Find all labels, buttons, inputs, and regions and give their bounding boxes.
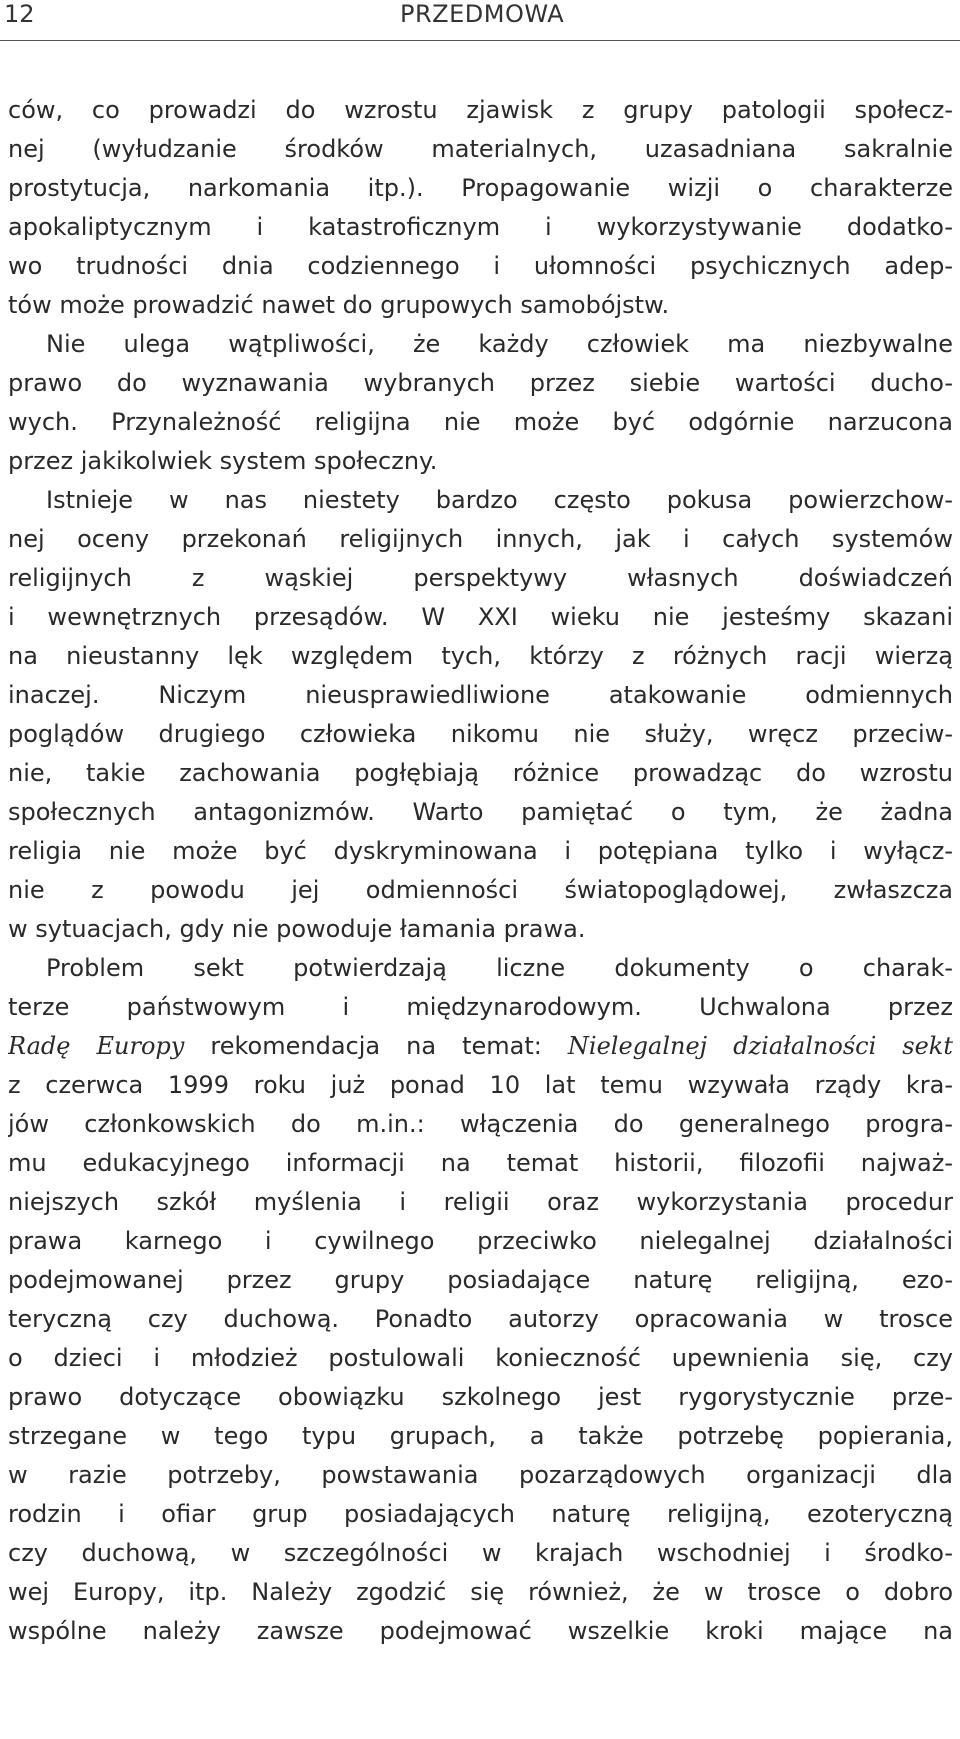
page-header xyxy=(0,0,960,30)
text-line: prawa karnego i cywilnego przeciwko nielegalnej działalności xyxy=(8,1227,953,1255)
text-line: nie, takie zachowania pogłębiają różnice prowadząc do wzrostu xyxy=(8,759,953,787)
text-line: Istnieje w nas niestety bardzo często pokusa powierzchow- xyxy=(46,486,953,514)
text-line: prostytucja, narkomania itp.). Propagowanie wizji o charakterze xyxy=(8,174,953,202)
text-line: Nie ulega wątpliwości, że każdy człowiek ma niezbywalne xyxy=(46,330,953,358)
text-line: inaczej. Niczym nieusprawiedliwione atakowanie odmiennych xyxy=(8,681,953,709)
text-line: przez jakikolwiek system społeczny. xyxy=(8,447,438,475)
text-line: prawo do wyznawania wybranych przez siebie wartości ducho- xyxy=(8,369,953,397)
text-line: religia nie może być dyskryminowana i potępiana tylko i wyłącz- xyxy=(8,837,953,865)
text-line: rodzin i ofiar grup posiadających naturę religijną, ezoteryczną xyxy=(8,1500,953,1528)
text-line: wej Europy, itp. Należy zgodzić się również, że w trosce o dobro xyxy=(8,1578,953,1606)
text-line: wspólne należy zawsze podejmować wszelkie kroki mające na xyxy=(8,1617,953,1645)
text-line: prawo dotyczące obowiązku szkolnego jest rygorystycznie prze- xyxy=(8,1383,953,1411)
text-line: niejszych szkół myślenia i religii oraz wykorzystania procedur xyxy=(8,1188,953,1216)
text-line: wo trudności dnia codziennego i ułomności psychicznych adep- xyxy=(8,252,953,280)
text-fragment: rekomendacja na temat: xyxy=(184,1032,568,1060)
text-line: ców, co prowadzi do wzrostu zjawisk z grupy patologii społecz- xyxy=(8,96,953,124)
body-text xyxy=(8,91,953,1651)
text-line: w razie potrzeby, powstawania pozarządowych organizacji dla xyxy=(8,1461,953,1489)
text-line: wych. Przynależność religijna nie może być odgórnie narzucona xyxy=(8,408,953,436)
page-number: 12 xyxy=(4,0,35,28)
text-line: terze państwowym i międzynarodowym. Uchwalona przez xyxy=(8,993,953,1021)
text-line: o dzieci i młodzież postulowali konieczność upewnienia się, czy xyxy=(8,1344,953,1372)
text-line: czy duchową, w szczególności w krajach wschodniej i środko- xyxy=(8,1539,953,1567)
text-line: nej (wyłudzanie środków materialnych, uzasadniana sakralnie xyxy=(8,135,953,163)
text-line: nej oceny przekonań religijnych innych, jak i całych systemów xyxy=(8,525,953,553)
text-line: mu edukacyjnego informacji na temat historii, filozofii najważ- xyxy=(8,1149,953,1177)
text-line: w sytuacjach, gdy nie powoduje łamania prawa. xyxy=(8,915,586,943)
text-line: podejmowanej przez grupy posiadające naturę religijną, ezo- xyxy=(8,1266,953,1294)
text-line: strzegane w tego typu grupach, a także potrzebę popierania, xyxy=(8,1422,953,1450)
text-line: społecznych antagonizmów. Warto pamiętać o tym, że żadna xyxy=(8,798,953,826)
text-line: apokaliptycznym i katastroficznym i wykorzystywanie dodatko- xyxy=(8,213,953,241)
text-line-with-italics xyxy=(8,1027,953,1066)
running-head: PRZEDMOWA xyxy=(400,0,565,28)
header-rule xyxy=(0,40,960,41)
text-line: z czerwca 1999 roku już ponad 10 lat temu wzywała rządy kra- xyxy=(8,1071,953,1099)
italic-title-rada-europy: Radę Europy xyxy=(8,1032,185,1060)
text-line: na nieustanny lęk względem tych, którzy z różnych racji wierzą xyxy=(8,642,953,670)
text-line: Problem sekt potwierdzają liczne dokumenty o charak- xyxy=(46,954,953,982)
text-line: jów członkowskich do m.in.: włączenia do generalnego progra- xyxy=(8,1110,953,1138)
text-line: religijnych z wąskiej perspektywy własnych doświadczeń xyxy=(8,564,953,592)
text-line: tów może prowadzić nawet do grupowych samobójstw. xyxy=(8,291,670,319)
italic-title-document: Nielegalnej działalności sekt xyxy=(567,1032,953,1060)
text-line: i wewnętrznych przesądów. W XXI wieku nie jesteśmy skazani xyxy=(8,603,953,631)
text-line: poglądów drugiego człowieka nikomu nie służy, wręcz przeciw- xyxy=(8,720,953,748)
text-line: nie z powodu jej odmienności światopoglądowej, zwłaszcza xyxy=(8,876,953,904)
text-line: teryczną czy duchową. Ponadto autorzy opracowania w trosce xyxy=(8,1305,953,1333)
